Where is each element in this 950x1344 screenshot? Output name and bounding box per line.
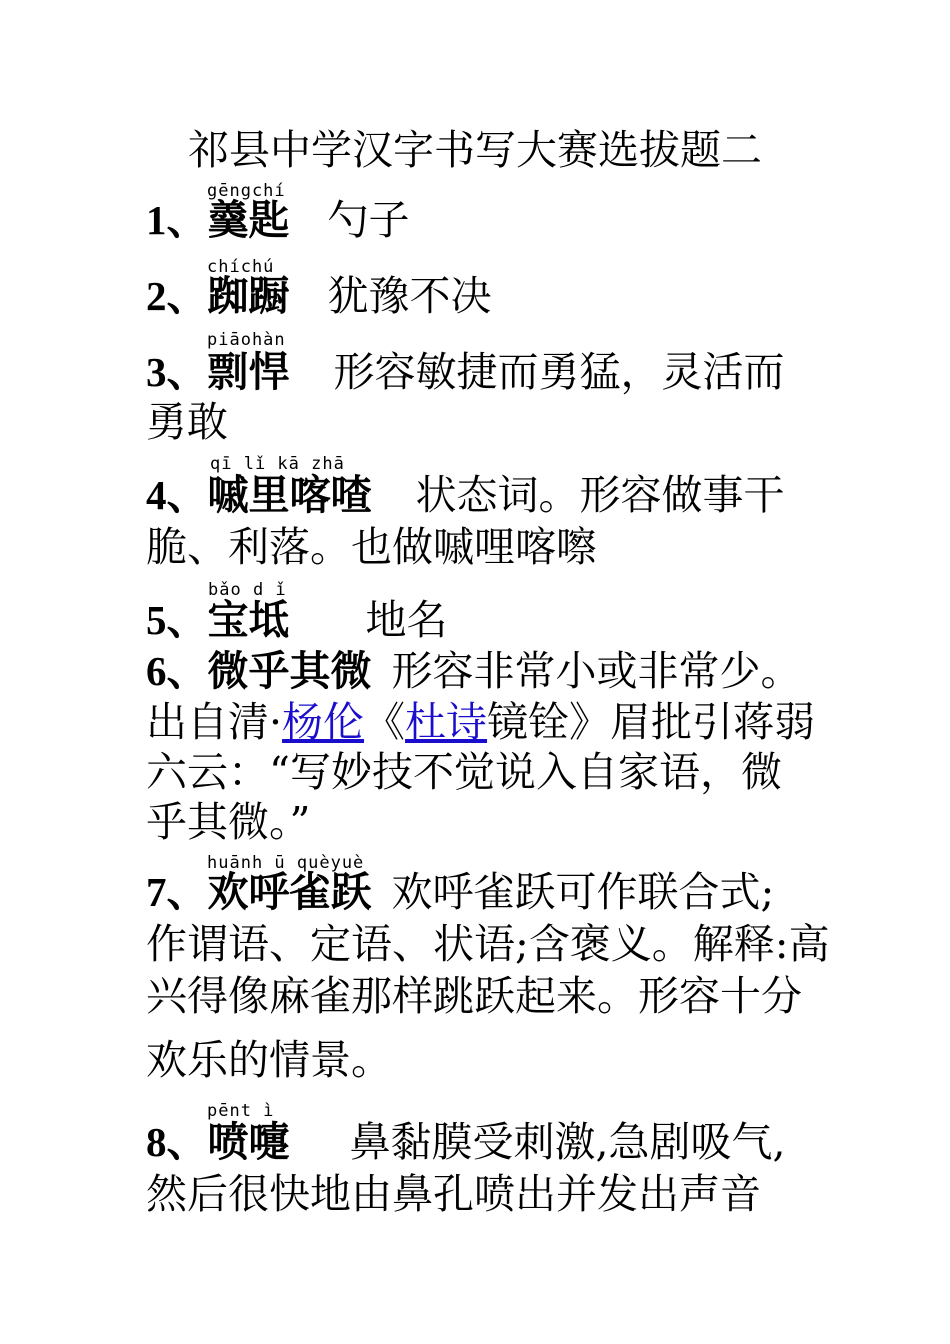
- item-7-continuation: 欢乐的情景。: [146, 1036, 392, 1084]
- book-bracket: 《: [364, 698, 406, 746]
- item-definition: 地名: [365, 596, 448, 644]
- item-3-continuation: 勇敢: [146, 398, 228, 446]
- pinyin-annotation: piāohàn: [207, 330, 286, 350]
- item-2: [146, 270, 492, 322]
- item-6: [146, 645, 802, 697]
- link-yang-lun[interactable]: 杨伦: [282, 698, 365, 746]
- item-number: 1、: [146, 197, 208, 243]
- pinyin-annotation: qī lǐ kā zhā: [210, 454, 345, 474]
- page-title: 祁县中学汉字书写大赛选拔题二: [188, 126, 762, 174]
- item-definition: 犹豫不决: [327, 272, 492, 320]
- item-number: 8、: [146, 1119, 208, 1165]
- item-number: 2、: [146, 273, 208, 319]
- item-3: [146, 346, 785, 398]
- item-term: 微乎其微: [207, 647, 372, 695]
- item-term: 剽悍: [207, 348, 290, 396]
- item-term: 宝坻: [207, 596, 290, 644]
- item-8: [146, 1116, 786, 1168]
- item-6-continuation: 乎其微。”: [146, 798, 311, 846]
- source-prefix: 出自清·: [146, 698, 283, 746]
- item-number: 3、: [146, 349, 208, 395]
- source-suffix: 镜铨》眉批引蒋弱: [487, 698, 816, 746]
- item-6-source-line: [146, 696, 815, 748]
- item-number: 6、: [146, 648, 208, 694]
- item-4: [146, 469, 785, 521]
- item-term: 羹匙: [207, 196, 290, 244]
- item-term: 嘁里喀喳: [207, 471, 372, 519]
- item-number: 7、: [146, 869, 208, 915]
- item-term: 踟蹰: [207, 272, 290, 320]
- link-du-shi[interactable]: 杜诗: [405, 698, 488, 746]
- item-definition: 鼻黏膜受刺激,急剧吸气,: [349, 1118, 786, 1166]
- item-number: 5、: [146, 597, 208, 643]
- item-8-continuation: 然后很快地由鼻孔喷出并发出声音: [146, 1170, 761, 1218]
- item-4-continuation: 脆、利落。也做嘁哩喀嚓: [146, 523, 597, 571]
- pinyin-annotation: gēngchí: [207, 181, 286, 201]
- item-7: [146, 866, 774, 918]
- item-definition: 形容敏捷而勇猛，灵活而: [333, 348, 785, 396]
- item-number: 4、: [146, 472, 208, 518]
- pinyin-annotation: huānh ū quèyuè: [207, 853, 365, 873]
- pinyin-annotation: pēnt ì: [207, 1101, 275, 1121]
- item-definition: 勺子: [327, 196, 410, 244]
- item-1: [146, 194, 410, 246]
- item-definition: 欢呼雀跃可作联合式;: [391, 868, 775, 916]
- pinyin-annotation: chíchú: [207, 257, 275, 277]
- item-5: [146, 594, 448, 646]
- item-term: 喷嚏: [207, 1118, 290, 1166]
- item-7-continuation: 作谓语、定语、状语;含褒义。解释:高: [146, 920, 830, 968]
- item-definition: 状态词。形容做事干: [415, 471, 785, 519]
- pinyin-annotation: bǎo d ǐ: [208, 580, 287, 600]
- item-6-continuation: 六云：“写妙技不觉说入自家语，微: [146, 748, 782, 796]
- item-definition: 形容非常小或非常少。: [391, 647, 802, 695]
- item-term: 欢呼雀跃: [207, 868, 372, 916]
- item-7-continuation: 兴得像麻雀那样跳跃起来。形容十分: [146, 972, 802, 1020]
